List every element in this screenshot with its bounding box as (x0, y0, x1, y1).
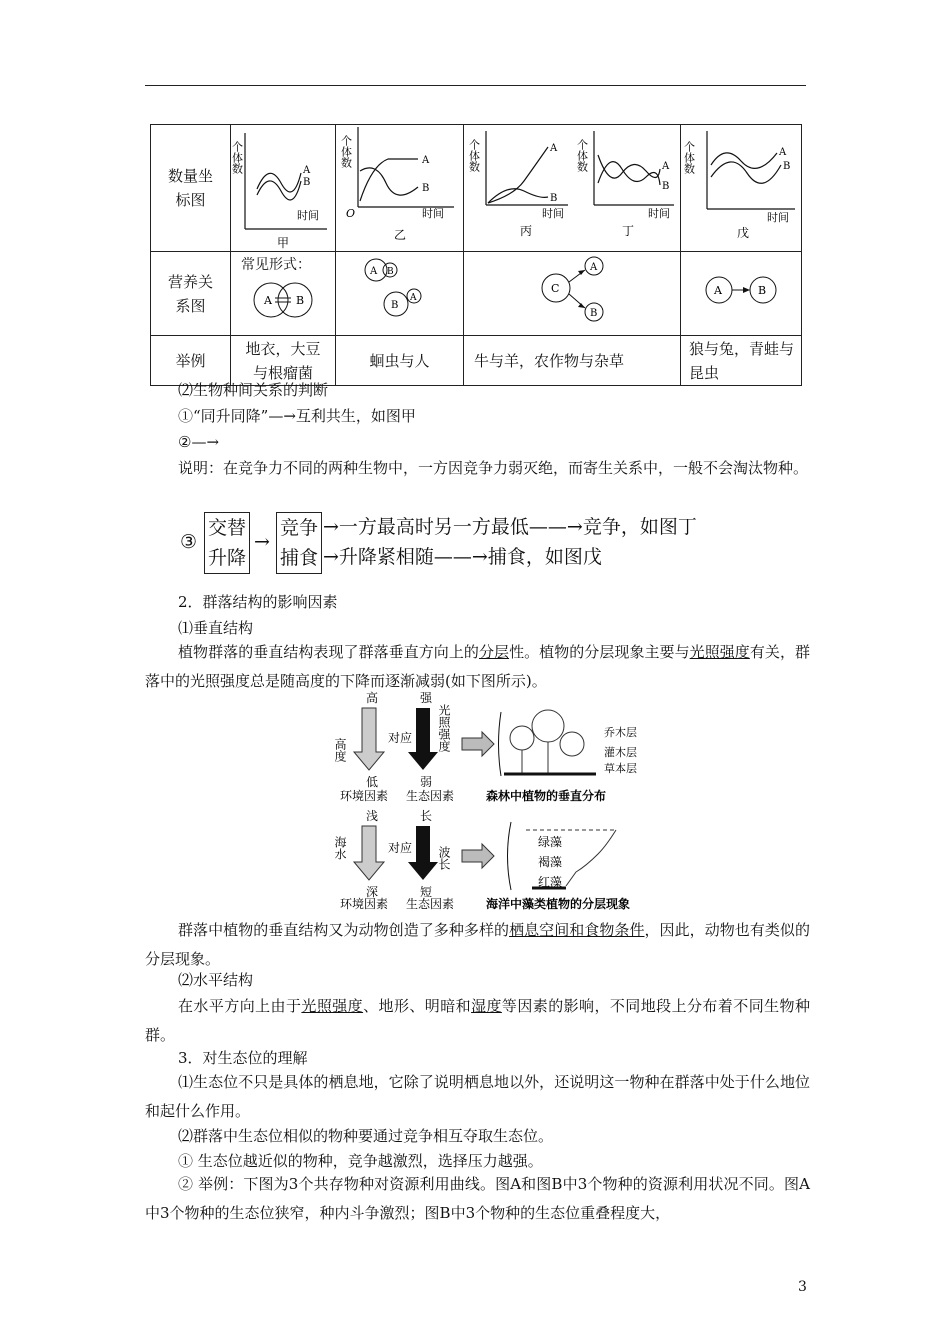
diagram-competition-line: →一方最高时另一方最低——→竞争，如图丁 (323, 516, 697, 538)
graph-bing-ylabel: 个体数 (467, 139, 481, 172)
parasite-node-b2: B (391, 300, 399, 311)
row-label-examples: 举例 (151, 336, 231, 386)
ocean-deep: 深 (366, 885, 379, 899)
graph-bing-ding (464, 125, 681, 252)
parasite-node-a: A (370, 266, 378, 277)
nutrition-predation (681, 252, 802, 336)
graph-yi-ylabel: 个体数 (339, 135, 353, 168)
graph-jia (231, 125, 336, 252)
graph-yi-series-a: A (422, 155, 430, 166)
sec2-sub1: ⑴垂直结构 (178, 619, 254, 637)
sec1-title: ⑵生物种间关系的判断 (178, 381, 329, 399)
forest-layer-grass: 草本层 (604, 762, 637, 775)
sec1-note: 说明：在竞争力不同的两种生物中，一方因竞争力弱灭绝，而寄生关系中，一般不会淘汰物种。 (178, 459, 809, 477)
graph-wu-series-a: A (779, 147, 787, 158)
sec3-p3: ① 生态位越近似的物种，竞争越激烈，选择压力越强。 (178, 1152, 543, 1170)
ocean-layer-brown: 褐藻 (538, 855, 563, 869)
graph-jia-ylabel: 个体数 (230, 141, 244, 174)
forest-strong: 强 (420, 691, 433, 705)
forest-figure (333, 690, 656, 804)
forest-mid: 对应 (388, 731, 413, 745)
mutualism-node-a: A (264, 294, 272, 307)
graph-ding-caption: 丁 (622, 224, 635, 238)
graph-wu-ylabel: 个体数 (682, 141, 696, 174)
ocean-short: 短 (420, 885, 433, 899)
graph-wu-series-b: B (783, 161, 791, 172)
graph-jia-caption: 甲 (277, 236, 290, 250)
sec2-p1: 植物群落的垂直结构表现了群落垂直方向上的分层性。植物的分层现象主要与光照强度有关，群落中的光照强度总是随高度的下降而逐渐减弱(如下图所示)。 (145, 643, 810, 690)
competition-node-b: B (590, 308, 598, 319)
graph-ding-series-b: B (662, 181, 670, 192)
sec2-p2: 群落中植物的垂直结构又为动物创造了多种多样的栖息空间和食物条件，因此，动物也有类似的分层现象。 (145, 921, 810, 968)
sec2-sub2: ⑵水平结构 (178, 971, 254, 989)
parasite-node-a2: A (410, 293, 417, 303)
graph-yi-series-b: B (422, 183, 430, 194)
graph-yi-xlabel: 时间 (422, 207, 444, 220)
forest-caption: 森林中植物的垂直分布 (486, 789, 607, 803)
graph-yi-caption: 乙 (394, 228, 407, 242)
nutrition-mutualism (231, 252, 336, 336)
sec1-line-2: ②—→ (178, 433, 220, 451)
example-parasitism: 蛔虫与人 (336, 336, 464, 386)
forest-env: 环境因素 (340, 789, 389, 803)
forest-light: 光照强度 (437, 704, 451, 752)
example-predation: 狼与兔，青蛙与昆虫 (681, 336, 802, 386)
example-mutualism: 地衣，大豆与根瘤菌 (231, 336, 336, 386)
competition-node-a: A (590, 262, 598, 273)
ocean-wave: 波长 (437, 846, 451, 870)
parasite-node-b: B (387, 267, 394, 277)
graph-yi-origin: O (346, 207, 356, 220)
graph-ding-xlabel: 时间 (648, 207, 670, 220)
ocean-shallow: 浅 (366, 809, 379, 823)
forest-axis-label: 高度 (333, 738, 347, 762)
graph-wu-xlabel: 时间 (767, 211, 789, 224)
graph-jia-series-a: A (303, 165, 311, 176)
row-label-nutrition: 营养关系图 (151, 252, 231, 336)
graph-yi (336, 125, 464, 252)
forest-weak: 弱 (420, 775, 433, 789)
forest-high: 高 (366, 691, 379, 705)
ocean-axis-label: 海水 (333, 836, 347, 860)
relationship-table (150, 124, 802, 386)
ocean-figure (333, 806, 656, 912)
ocean-caption: 海洋中藻类植物的分层现象 (486, 897, 631, 911)
graph-ding-ylabel: 个体数 (575, 139, 589, 172)
nutrition-parasitism (336, 252, 464, 336)
graph-bing-series-b: B (550, 193, 558, 204)
predation-node-a: A (714, 284, 722, 297)
common-form-label: 常见形式： (241, 257, 311, 273)
graph-bing-xlabel: 时间 (542, 207, 564, 220)
sec3-title: 3．对生态位的理解 (178, 1049, 308, 1067)
ocean-env: 环境因素 (340, 897, 389, 911)
diagram-predation-line: →升降紧相随——→捕食，如图戊 (323, 546, 602, 568)
sec2-title: 2．群落结构的影响因素 (178, 593, 338, 611)
sec3-p2: ⑵群落中生态位相似的物种要通过竞争相互夺取生态位。 (178, 1127, 554, 1145)
sec3-p4: ② 举例：下图为3个共存物种对资源利用曲线。图A和图B中3个物种的资源利用状况不同。图A中3个物种的生态位狭窄，种内斗争激烈；图B中3个物种的生态位重叠程度大， (145, 1175, 810, 1222)
header-rule (145, 85, 806, 86)
graph-bing-series-a: A (550, 143, 558, 154)
diagram-box2: 竞争 捕食 (276, 512, 322, 574)
mutualism-node-b: B (296, 294, 305, 307)
sec3-p1: ⑴生态位不只是具体的栖息地，它除了说明栖息地以外，还说明这一物种在群落中处于什么地位和起什么作用。 (145, 1073, 810, 1120)
forest-eco: 生态因素 (406, 789, 455, 803)
forest-layer-tree: 乔木层 (604, 726, 637, 739)
sec2-p3: 在水平方向上由于光照强度、地形、明暗和湿度等因素的影响，不同地段上分布着不同生物种群。 (145, 997, 810, 1044)
graph-jia-series-b: B (303, 177, 311, 188)
forest-layer-shrub: 灌木层 (604, 746, 637, 759)
graph-bing-caption: 丙 (520, 224, 533, 238)
sec1-line-tongsheng: ①“同升同降”—→互利共生，如图甲 (178, 407, 416, 425)
ocean-layer-red: 红藻 (538, 875, 563, 889)
competition-node-c: C (551, 282, 560, 295)
page-number: 3 (798, 1279, 807, 1295)
ocean-long: 长 (420, 809, 433, 823)
diagram-box1: 交替 升降 (204, 512, 250, 574)
predation-node-b: B (758, 284, 767, 297)
ocean-eco: 生态因素 (406, 897, 455, 911)
forest-low: 低 (366, 775, 379, 789)
graph-wu-caption: 戊 (737, 226, 750, 240)
example-competition: 牛与羊，农作物与杂草 (464, 336, 681, 386)
ocean-layer-green: 绿藻 (538, 835, 563, 849)
graph-wu (681, 125, 802, 252)
ocean-mid: 对应 (388, 841, 413, 855)
diagram-arrow: → (254, 531, 270, 553)
nutrition-competition (464, 252, 681, 336)
graph-jia-xlabel: 时间 (297, 209, 319, 222)
diagram-num: ③ (180, 531, 198, 553)
graph-ding-series-a: A (662, 161, 670, 172)
row-label-graph: 数量坐标图 (151, 125, 231, 252)
